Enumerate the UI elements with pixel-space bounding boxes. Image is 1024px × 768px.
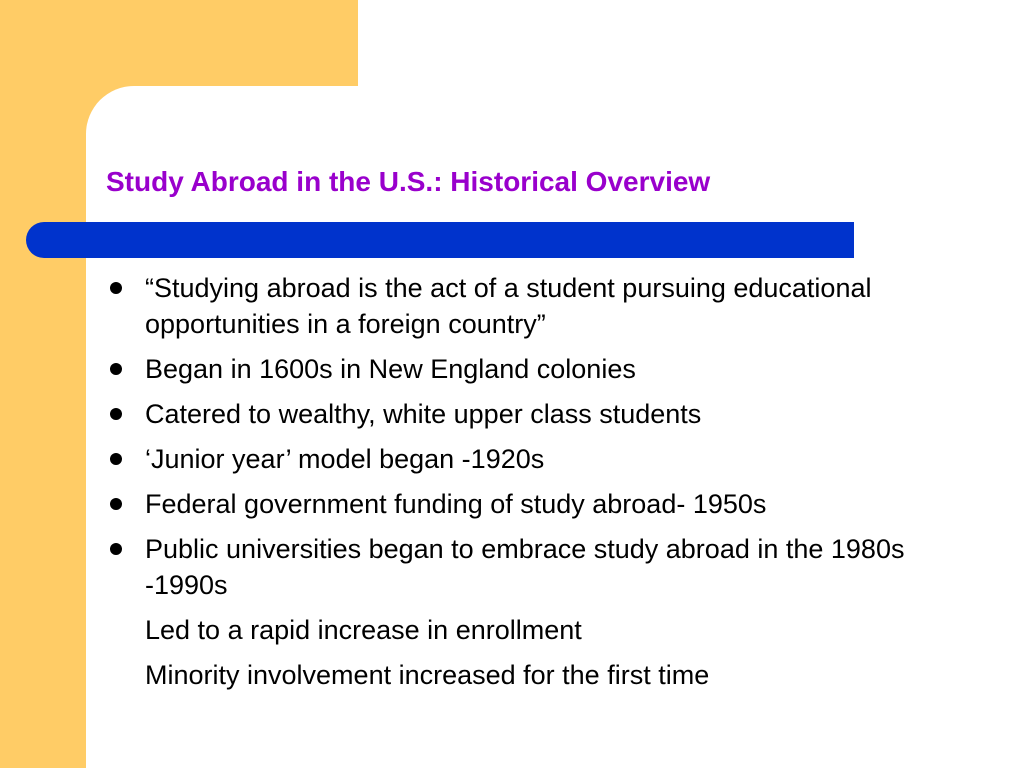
title-underline-bar: [26, 222, 854, 258]
bullet-text: “Studying abroad is the act of a student pursuing educational opportunities in a foreign country”: [145, 273, 872, 339]
bullet-dot-icon: [110, 363, 122, 375]
bullet-item: [100, 351, 980, 387]
bullet-text: Catered to wealthy, white upper class students: [145, 399, 702, 429]
bullet-dot-icon: [110, 498, 122, 510]
bullet-dot-icon: [110, 408, 122, 420]
bullet-item: [100, 396, 980, 432]
bullet-text: Federal government funding of study abroad- 1950s: [145, 489, 767, 519]
bullet-item: [100, 531, 980, 603]
sub-point-item: [100, 612, 980, 648]
sub-point-text: Minority involvement increased for the first time: [145, 660, 710, 690]
bullet-dot-icon: [110, 282, 122, 294]
bullet-dot-icon: [110, 453, 122, 465]
bullet-item: [100, 270, 980, 342]
bullet-text: Began in 1600s in New England colonies: [145, 354, 636, 384]
sub-point-text: Led to a rapid increase in enrollment: [145, 615, 582, 645]
slide-title: Study Abroad in the U.S.: Historical Overview: [106, 166, 711, 197]
sub-point-item: [100, 657, 980, 693]
bullet-item: [100, 441, 980, 477]
bullet-dot-icon: [110, 543, 122, 555]
bullet-text: ‘Junior year’ model began -1920s: [145, 444, 545, 474]
bullet-item: [100, 486, 980, 522]
bullet-text: Public universities began to embrace study abroad in the 1980s -1990s: [145, 534, 905, 600]
bullet-list: [100, 270, 980, 702]
